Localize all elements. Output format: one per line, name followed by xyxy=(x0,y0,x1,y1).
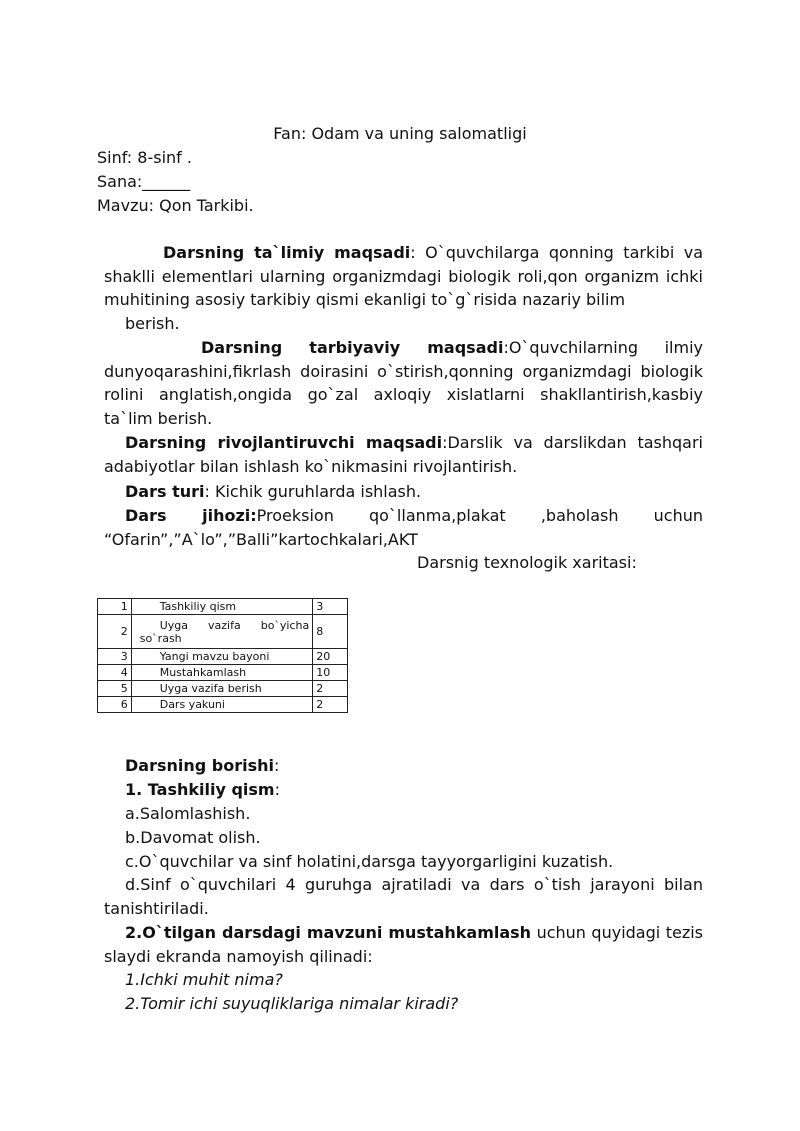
lesson-equipment-label: Dars jihozi: xyxy=(125,506,257,525)
list-item: a.Salomlashish. xyxy=(125,804,251,823)
list-item-d: d.Sinf o`quvchilari 4 guruhga ajratiladi va dars o`tish jarayoni bilan tanishtiriladi. xyxy=(104,875,703,918)
upbringing-goal-text: :O`quvchilarning ilmiy dunyoqarashini,fikrlash doirasini o`stirish,qonning organizmdagi biologik rolini anglatish,ongida go`zal axloqiy xislatlarni shakllantirish,kasbiy ta`lim berish. xyxy=(104,338,704,428)
class-line: Sinf: 8-sinf . xyxy=(97,148,192,167)
developmental-goal-label: Darsning rivojlantiruvchi maqsadi xyxy=(125,433,443,452)
row-minutes: 10 xyxy=(313,665,348,681)
upbringing-goal-label: Darsning tarbiyaviy maqsadi xyxy=(201,338,504,357)
row-stage: Dars yakuni xyxy=(131,697,313,713)
row-minutes: 20 xyxy=(313,649,348,665)
lesson-type-label: Dars turi xyxy=(125,482,205,501)
date-line: Sana:______ xyxy=(97,172,191,191)
table-row xyxy=(98,697,348,713)
row-number: 6 xyxy=(98,697,132,713)
question-1: 1.Ichki muhit nima? xyxy=(125,970,283,989)
row-number: 4 xyxy=(98,665,132,681)
educational-goal-text: : O`quvchilarga qonning tarkibi va shaklli elementlari ularning organizmdagi biologik roli,qon organizm ichki muhitining asosiy tarkibiy qismi ekanligi to`g`risida nazariy bilim xyxy=(104,243,704,310)
row-minutes: 2 xyxy=(313,681,348,697)
table-row xyxy=(98,665,348,681)
developmental-goal-text: :Darslik va darslikdan tashqari adabiyotlar bilan ishlash ko`nikmasini rivojlantirish. xyxy=(104,433,703,476)
row-stage: Uyga vazifa bo`yicha so`rash xyxy=(131,615,313,649)
step1-colon: : xyxy=(274,780,280,799)
step1-heading: 1. Tashkiliy qism: xyxy=(125,780,280,799)
table-row xyxy=(98,649,348,665)
table-row xyxy=(98,681,348,697)
lesson-type-text: : Kichik guruhlarda ishlash. xyxy=(204,482,422,501)
educational-goal xyxy=(104,241,703,312)
technology-map-caption: Darsnig texnologik xaritasi: xyxy=(417,553,637,572)
topic-line: Mavzu: Qon Tarkibi. xyxy=(97,196,254,215)
step2-label: 2.O`tilgan darsdagi mavzuni mustahkamlash xyxy=(125,923,532,942)
step1-number: 1 xyxy=(125,780,137,799)
row-number: 2 xyxy=(98,615,132,649)
row-minutes: 3 xyxy=(313,599,348,615)
row-stage: Uyga vazifa berish xyxy=(131,681,313,697)
row-stage: Tashkiliy qism xyxy=(131,599,313,615)
technology-map-table xyxy=(97,598,348,713)
lesson-progress-colon: : xyxy=(274,756,280,775)
developmental-goal xyxy=(104,431,703,478)
question-2: 2.Tomir ichi suyuqliklariga nimalar kiradi? xyxy=(125,994,459,1013)
table-row xyxy=(98,599,348,615)
table-row xyxy=(98,615,348,649)
step1-label: Tashkiliy qism xyxy=(147,780,275,799)
row-number: 1 xyxy=(98,599,132,615)
step2-paragraph xyxy=(104,921,703,968)
lesson-progress-heading xyxy=(125,754,279,777)
row-number: 5 xyxy=(98,681,132,697)
row-stage: Mustahkamlash xyxy=(131,665,313,681)
lesson-progress-label: Darsning borishi xyxy=(125,756,274,775)
list-item: c.O`quvchilar va sinf holatini,darsga tayyorgarligini kuzatish. xyxy=(125,852,614,871)
row-minutes: 2 xyxy=(313,697,348,713)
lesson-equipment-text: Proeksion qo`llanma,plakat ,baholash uchun “Ofarin”,”A`lo”,”Balli”kartochkalari,AKT xyxy=(104,506,704,549)
row-stage: Yangi mavzu bayoni xyxy=(131,649,313,665)
lesson-equipment xyxy=(104,504,703,551)
educational-goal-tail: berish. xyxy=(125,314,180,333)
educational-goal-label: Darsning ta`limiy maqsadi xyxy=(163,243,411,262)
row-minutes: 8 xyxy=(313,615,348,649)
step2-text: uchun quyidagi tezis slaydi ekranda namoyish qilinadi: xyxy=(104,923,704,966)
row-number: 3 xyxy=(98,649,132,665)
subject-title: Fan: Odam va uning salomatligi xyxy=(273,124,527,143)
lesson-type xyxy=(104,480,703,504)
list-item: b.Davomat olish. xyxy=(125,828,261,847)
upbringing-goal xyxy=(104,336,703,430)
